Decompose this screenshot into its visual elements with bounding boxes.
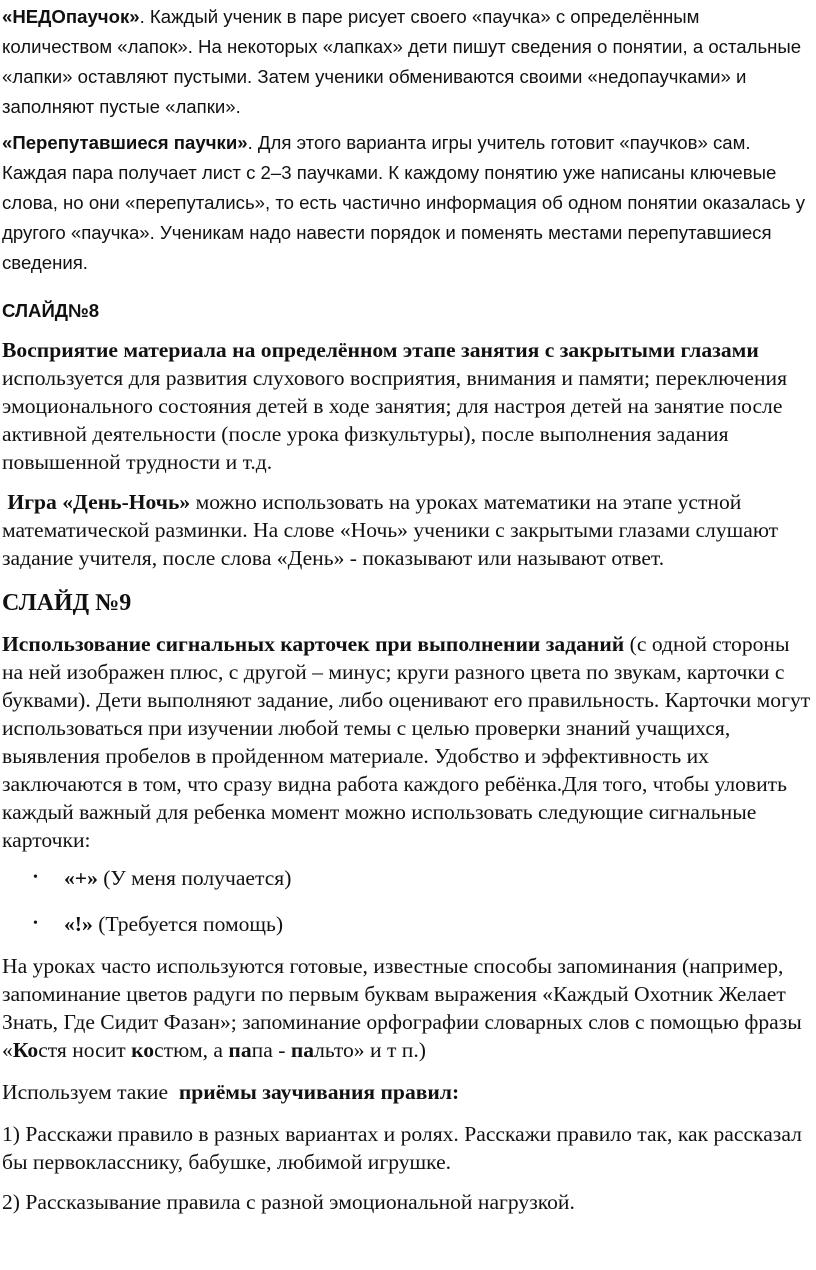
paragraph-text: . Каждый ученик в паре рисует своего «паучка» с определённым количеством «лапок». На некоторых «лапках» дети пишут сведения о понятии, а остальные «лапки» оставляют пустыми. Затем ученики обмениваются своими «недопаучками» и заполняют пустые «лапки». [2, 6, 802, 117]
text-run: стя носит [38, 1038, 132, 1062]
paragraph-text: (с одной стороны на ней изображен плюс, с другой – минус; круги разного цвета по звукам, карточки с буквами). Дети выполняют задание, либо оценивают его правильность. Карточки могут использоваться при изучении любой темы с целью проверки знаний учащихся, выявления пробелов в пройденном материале. Удобство и эффективность их заключаются в том, что сразу видна работа каждого ребёнка.Для того, чтобы уловить каждый важный для ребенка момент можно использовать следующие сигнальные карточки: [2, 632, 811, 852]
list-item [2, 864, 814, 892]
card-symbol: «!» [64, 912, 93, 936]
term-rule-techniques: приёмы заучивания правил: [178, 1080, 460, 1104]
text-run: На уроках часто используются готовые, известные способы запоминания (например, запоминание цветов радуги по первым буквам выражения «Каждый Охотник Желает Знать, Где Сидит Фазан»; запоминание орфографии словарных слов с помощью фразы « [2, 954, 802, 1062]
text-run: стюм, а [154, 1038, 229, 1062]
card-symbol: «+» [64, 866, 98, 890]
paragraph-memorization [2, 952, 814, 1064]
heading-slide-9: СЛАЙД №9 [2, 590, 132, 616]
bullet-icon: • [33, 870, 38, 885]
paragraph-day-night [2, 488, 814, 572]
paragraph-text: . Для этого варианта игры учитель готовит «паучков» сам. Каждая пара получает лист с 2–3 паучками. К каждому понятию уже написаны ключевые слова, но они «перепутались», то есть частично информация об одном понятии оказалась у другого «паучка». Ученикам надо навести порядок и поменять местами перепутавшиеся сведения. [2, 132, 806, 273]
term-nedopauchok: «НЕДОпаучок» [2, 6, 140, 27]
paragraph-text: можно использовать на уроках математики на этапе устной математической разминки. На слове «Ночь» ученики с закрытыми глазами слушают задание учителя, после слова «День» - показывают или называют ответ. [2, 490, 779, 570]
text-run: льто» и т п.) [314, 1038, 426, 1062]
heading-slide-8: СЛАЙД№8 [2, 300, 100, 321]
term-closed-eyes: Восприятие материала на определённом этапе занятия с закрытыми глазами [2, 338, 759, 362]
paragraph-pereputavshiesya [2, 128, 814, 278]
paragraph-text: Используем такие [2, 1080, 174, 1104]
document-page [0, 2, 816, 1216]
signal-cards-list [2, 864, 814, 938]
bold-run: па [290, 1038, 315, 1062]
paragraph-nedopauchok [2, 2, 814, 122]
paragraph-technique-1: 1) Расскажи правило в разных вариантах и ролях. Расскажи правило так, как рассказал бы первокласснику, бабушке, любимой игрушке. [2, 1122, 802, 1174]
bold-run: ко [131, 1038, 155, 1062]
paragraph-closed-eyes [2, 336, 814, 476]
term-pereputavshiesya: «Перепутавшиеся паучки» [2, 132, 248, 153]
paragraph-technique-2: 2) Рассказывание правила с разной эмоциональной нагрузкой. [2, 1190, 575, 1214]
paragraph-signal-cards [2, 630, 814, 854]
card-meaning: (У меня получается) [97, 866, 292, 890]
paragraph-text: используется для развития слухового восприятия, внимания и памяти; переключения эмоционального состояния детей в ходе занятия; для настроя детей на занятие после активной деятельности (после урока физкультуры), после выполнения задания повышенной трудности и т.д. [2, 366, 788, 474]
bold-run: па [228, 1038, 252, 1062]
bullet-icon: • [33, 916, 38, 931]
term-signal-cards: Использование сигнальных карточек при выполнении заданий [2, 632, 625, 656]
term-day-night: Игра «День-Ночь» [7, 490, 191, 514]
paragraph-rule-techniques [2, 1078, 814, 1106]
bold-run: Ко [12, 1038, 39, 1062]
card-meaning: (Требуется помощь) [92, 912, 284, 936]
list-item [2, 910, 814, 938]
text-run: па - [251, 1038, 291, 1062]
